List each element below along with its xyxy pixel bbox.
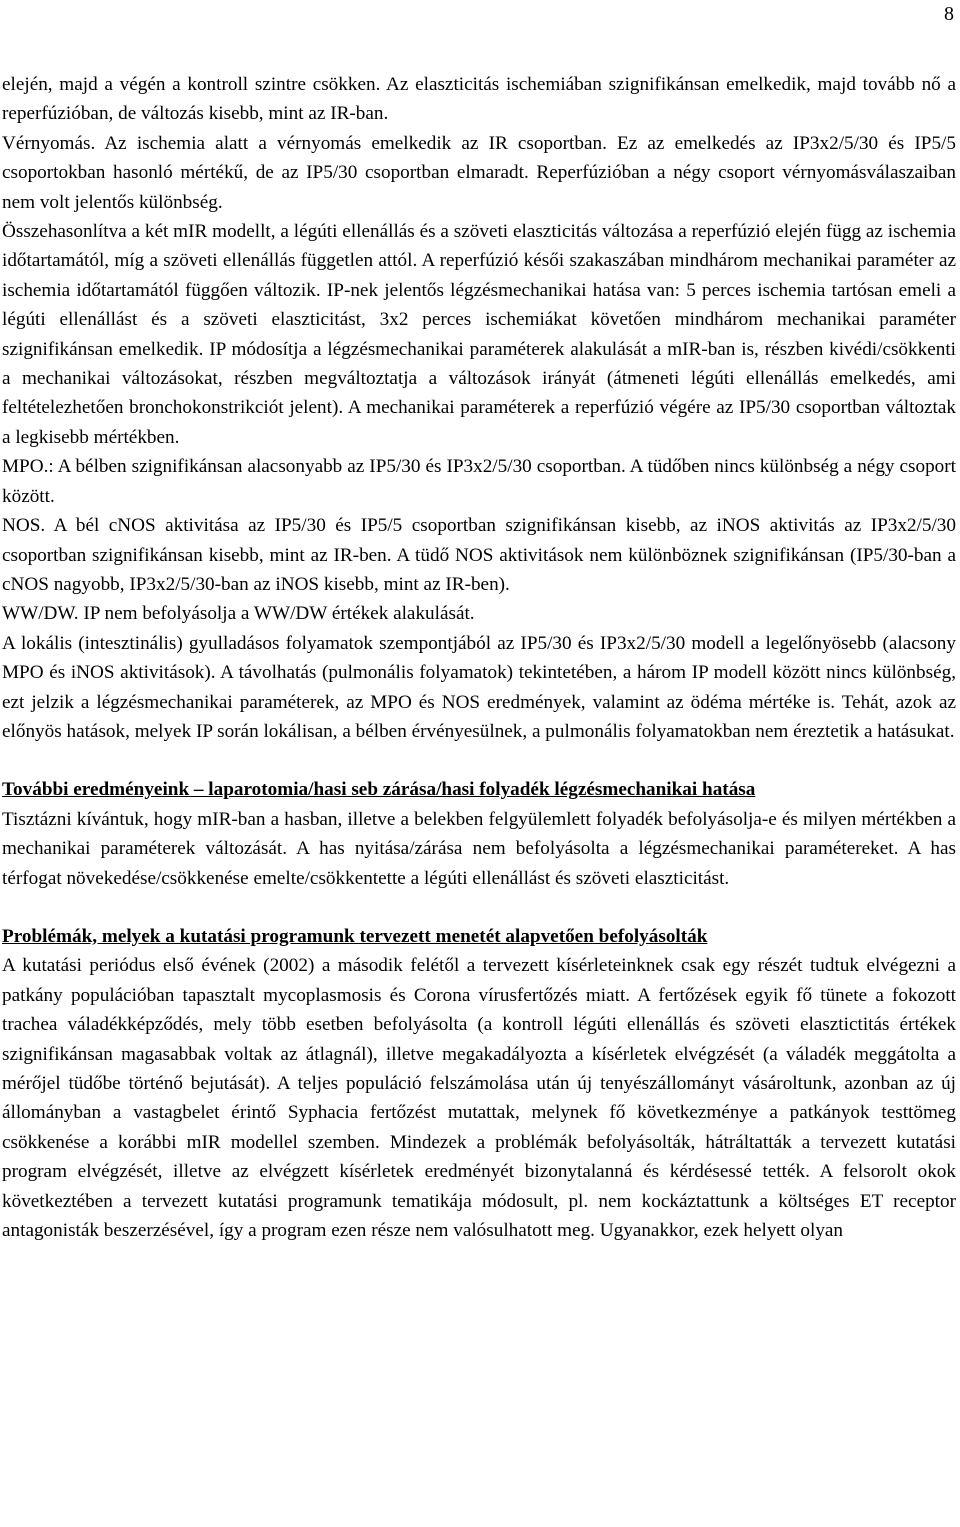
paragraph-blood-pressure: Vérnyomás. Az ischemia alatt a vérnyomás emelkedik az IR csoportban. Ez az emelkedés az IP3x2/5/30 és IP5/5 csoportokban hasonló mértékű, de az IP5/30 csoportban elmaradt. Reperfúzióban a négy csoport vérnyomásválaszaiban nem volt jelentős különbség. <box>2 132 956 213</box>
document-body <box>2 70 956 1245</box>
section-heading-further-results: További eredményeink – laparotomia/hasi seb zárása/hasi folyadék légzésmechanikai hatása <box>2 779 756 801</box>
paragraph-abdominal-fluid: Tisztázni kívántuk, hogy mIR-ban a hasban, illetve a belekben felgyülemlett folyadék befolyásolja-e és milyen mértékben a mechanikai paraméterek változását. A has nyitása/zárása nem befolyásolta a légzésmechanikai paramétereket. A has térfogat növekedése/csökkenése emelte/csökkentette a légúti ellenállást és szöveti elaszticitást. <box>2 808 956 889</box>
section-gap <box>2 893 956 922</box>
paragraph-problems: A kutatási periódus első évének (2002) a második felétől a tervezett kísérleteinknek csak egy részét tudtuk elvégezni a patkány populációban tapasztalt mycoplasmosis és Corona vírusfertőzés miatt. A fertőzések egyik fő tünete a fokozott trachea váladékképződés, mely több esetben befolyásolta (a kontroll légúti ellenállás és szöveti elasztictitás értékek szignifikánsan magasabbak voltak az átlagnál), illetve megakadályozta a kísérletek elvégzését (a váladék meggátolta a mérőjel tüdőbe történő bejutását). A teljes populáció felszámolása után új tenyészállományt vásároltunk, azonban az új állományban a vastagbelet érintő Syphacia fertőzést mutattak, melynek fő következménye a patkányok testtömeg csökkenése a korábbi mIR modellel szemben. Mindezek a problémák befolyásolták, hátráltatták a tervezett kutatási program elvégzését, illetve az elvégzett kísérletek eredményét bizonytalanná és kérdésessé tették. A felsorolt okok következtében a tervezett kutatási programunk tematikája módosult, pl. nem kockáztattunk a költséges ET receptor antagonisták beszerzésével, így a program ezen része nem valósulhatott meg. Ugyanakkor, ezek helyett olyan <box>2 955 956 1242</box>
paragraph-ww-dw: WW/DW. IP nem befolyásolja a WW/DW értékek alakulását. <box>2 603 475 625</box>
section-gap <box>2 746 956 775</box>
paragraph-mir-comparison: Összehasonlítva a két mIR modellt, a légúti ellenállás és a szöveti elaszticitás változása a reperfúzió elején függ az ischemia időtartamától, míg a szöveti ellenállás független attól. A reperfúzió késői szakaszában mindhárom mechanikai paraméter az ischemia időtartamától függően változik. IP-nek jelentős légzésmechanikai hatása van: 5 perces ischemia tartósan emeli a légúti ellenállást és a szöveti elaszticitást, 3x2 perces ischemiákat követően mindhárom mechanikai paraméter szignifikánsan emelkedik. IP módosítja a légzésmechanikai paraméterek alakulását a mIR-ban is, részben kivédi/csökkenti a mechanikai változásokat, részben megváltoztatja a változások irányát (átmeneti légúti ellenállás emelkedés, ami feltételezhetően bronchokonstrikciót jelent). A mechanikai paraméterek a reperfúzió végére az IP5/30 csoportban változtak a legkisebb mértékben. <box>2 221 956 448</box>
paragraph-elasticity: elején, majd a végén a kontroll szintre csökken. Az elaszticitás ischemiában szignifikánsan emelkedik, majd tovább nő a reperfúzióban, de változás kisebb, mint az IR-ban. <box>2 74 956 125</box>
page-number: 8 <box>944 3 954 25</box>
paragraph-nos: NOS. A bél cNOS aktivitása az IP5/30 és IP5/5 csoportban szignifikánsan kisebb, az iNOS aktivitás az IP3x2/5/30 csoportban szignifikánsan kisebb, mint az IR-ben. A tüdő NOS aktivitások nem különböznek szignifikánsan (IP5/30-ban a cNOS nagyobb, IP3x2/5/30-ban az iNOS kisebb, mint az IR-ben). <box>2 515 956 595</box>
section-heading-problems: Problémák, melyek a kutatási programunk tervezett menetét alapvetően befolyásolták <box>2 925 708 947</box>
paragraph-local-inflammation: A lokális (intesztinális) gyulladásos folyamatok szempontjából az IP5/30 és IP3x2/5/30 modell a legelőnyösebb (alacsony MPO és iNOS aktivitások). A távolhatás (pulmonális folyamatok) tekintetében, a három IP modell között nincs különbség, ezt jelzik a légzésmechanikai paraméterek, az MPO és NOS eredmények, valamint az ödéma mértéke is. Tehát, azok az előnyös hatások, melyek IP során lokálisan, a bélben érvényesülnek, a pulmonális folyamatokban nem éreztetik a hatásukat. <box>2 632 956 742</box>
paragraph-mpo: MPO.: A bélben szignifikánsan alacsonyabb az IP5/30 és IP3x2/5/30 csoportban. A tüdőben nincs különbség a négy csoport között. <box>2 456 956 507</box>
